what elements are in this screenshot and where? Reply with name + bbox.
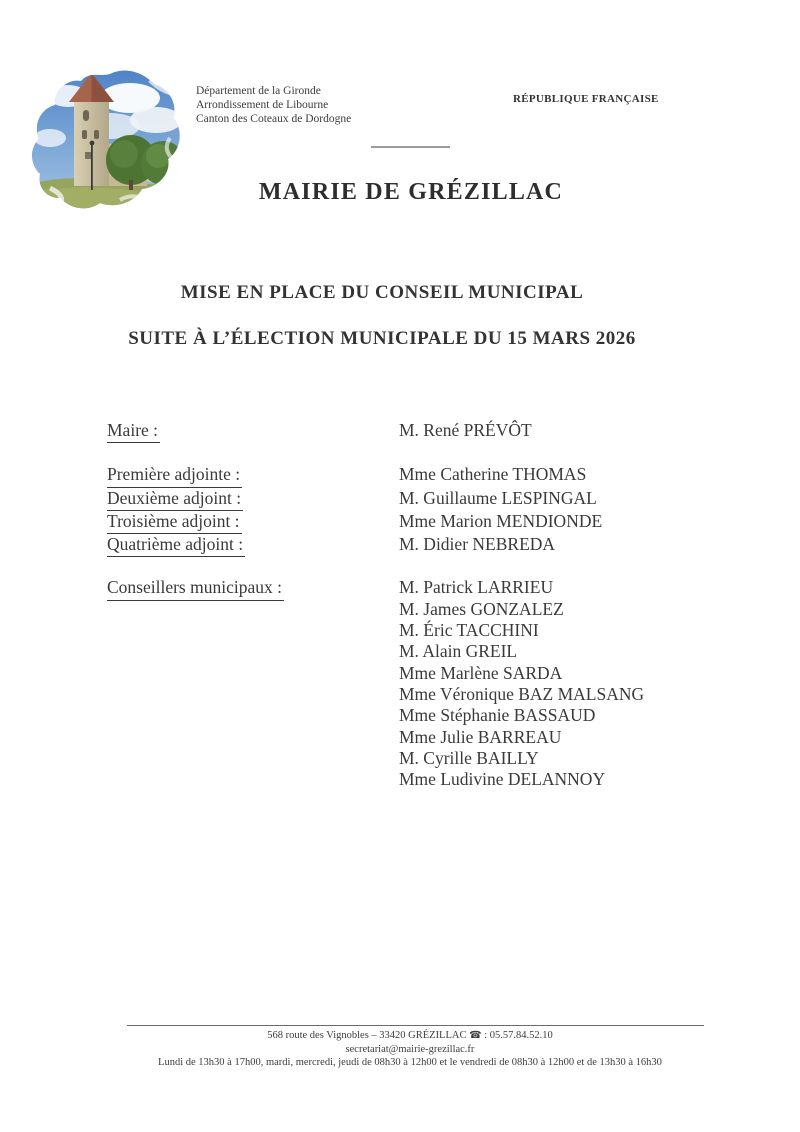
conseiller-name-5: Mme Marlène SARDA (399, 662, 563, 683)
council-row-adjoint-2 (107, 488, 727, 511)
header-divider (371, 146, 450, 148)
adjoints-group (107, 464, 727, 557)
conseiller-name-10: Mme Ludivine DELANNOY (399, 769, 606, 790)
phone-icon: ☎ (469, 1030, 482, 1041)
department-line-1: Département de la Gironde (196, 85, 321, 97)
conseillers-names (399, 577, 644, 790)
department-line-3: Canton des Coteaux de Dordogne (196, 113, 352, 125)
council-row-adjoint-4 (107, 534, 727, 557)
council-row-maire (107, 420, 727, 443)
conseiller-name-1: M. Patrick LARRIEU (399, 577, 554, 598)
conseiller-name-7: Mme Stéphanie BASSAUD (399, 705, 596, 726)
conseiller-name-4: M. Alain GREIL (399, 641, 518, 662)
role-label-conseillers: Conseillers municipaux : (107, 577, 399, 600)
official-name-adjoint-2: M. Guillaume LESPINGAL (399, 487, 597, 508)
conseiller-name-6: Mme Véronique BAZ MALSANG (399, 683, 645, 704)
council-row-conseillers (107, 577, 727, 790)
conseiller-name-8: Mme Julie BARREAU (399, 726, 562, 747)
conseiller-name-2: M. James GONZALEZ (399, 598, 564, 619)
council-row-adjoint-1 (107, 464, 727, 487)
role-label-adjoint-2: Deuxième adjoint : (107, 488, 399, 511)
page-title: MAIRIE DE GRÉZILLAC (258, 179, 564, 205)
role-label-maire: Maire : (107, 420, 399, 443)
conseiller-name-9: M. Cyrille BAILLY (399, 747, 539, 768)
footer-address: 568 route des Vignobles – 33420 GRÉZILLAC (267, 1030, 467, 1041)
footer-phone: : 05.57.84.52.10 (484, 1030, 553, 1041)
council-row-adjoint-3 (107, 511, 727, 534)
role-label-adjoint-1: Première adjointe : (107, 464, 399, 487)
footer-email: secretariat@mairie-grezillac.fr (345, 1043, 475, 1055)
republic-label: RÉPUBLIQUE FRANÇAISE (513, 93, 659, 105)
council-list (107, 420, 727, 790)
conseiller-name-3: M. Éric TACCHINI (399, 620, 539, 641)
official-name-maire: M. René PRÉVÔT (399, 420, 532, 440)
subtitle-line-2: SUITE À L’ÉLECTION MUNICIPALE DU 15 MARS 2026 (128, 328, 636, 349)
footer-divider (127, 1025, 704, 1026)
department-line-2: Arrondissement de Libourne (196, 99, 329, 111)
footer (10, 1029, 800, 1070)
official-name-adjoint-1: Mme Catherine THOMAS (399, 464, 587, 485)
role-label-adjoint-4: Quatrième adjoint : (107, 534, 399, 557)
official-name-adjoint-4: M. Didier NEBREDA (399, 534, 556, 555)
department-block (196, 84, 351, 126)
role-label-adjoint-3: Troisième adjoint : (107, 511, 399, 534)
subtitle-line-1: MISE EN PLACE DU CONSEIL MUNICIPAL (180, 282, 584, 303)
footer-address-line (10, 1029, 800, 1043)
footer-hours: Lundi de 13h30 à 17h00, mardi, mercredi, jeudi de 08h30 à 12h00 et le vendredi de 08h30 à 12h00 et de 13h30 à 16h30 (158, 1057, 662, 1068)
official-name-adjoint-3: Mme Marion MENDIONDE (399, 510, 603, 531)
